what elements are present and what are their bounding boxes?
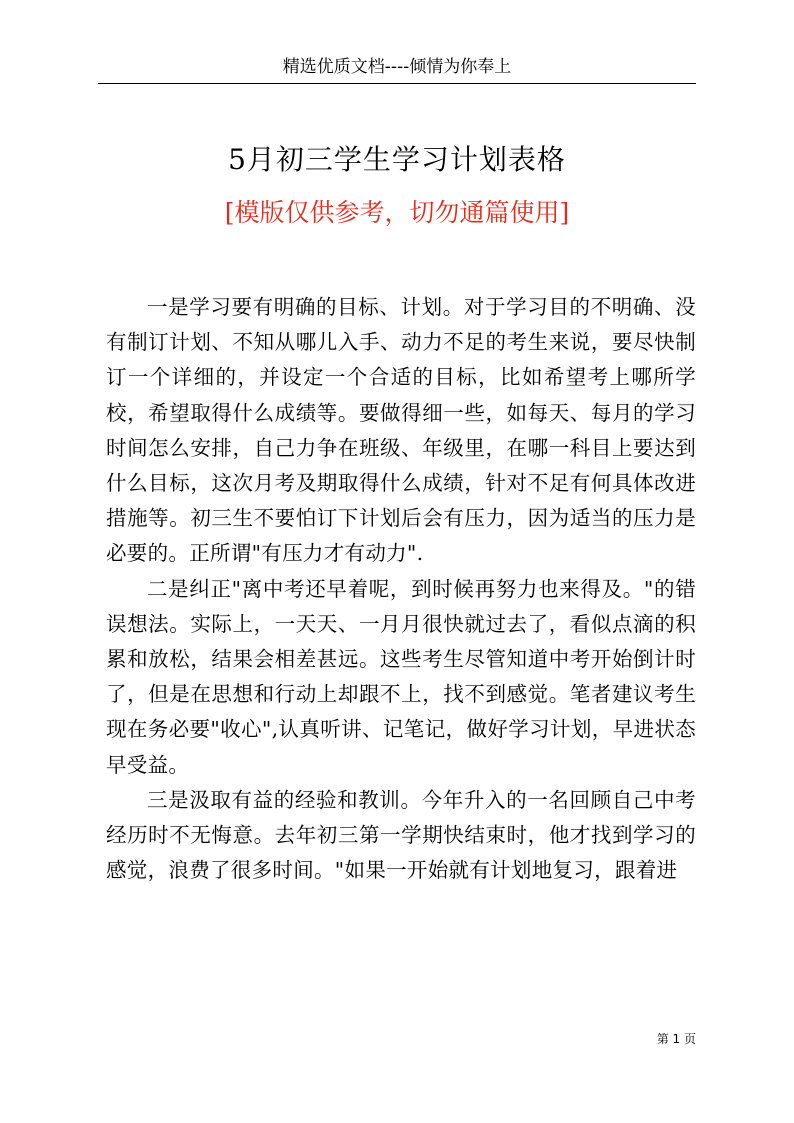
document-subtitle: [模版仅供参考，切勿通篇使用] [224, 198, 570, 227]
page-number: 第 1 页 [656, 1032, 696, 1046]
paragraph-1: 一是学习要有明确的目标、计划。对于学习目的不明确、没有制订计划、不知从哪儿入手、动力不足的考生来说，要尽快制订一个详细的，并设定一个合适的目标，比如希望考上哪所学校，希望取得什么成绩等。要做得细一些，如每天、每月的学习时间怎么安排，自己力争在班级、年级里，在哪一科目上要达到什么目标，这次月考及期取得什么成绩，针对不足有何具体改进措施等。初三生不要怕订下计划后会有压力，因为适当的压力是必要的。正所谓"有压力才有动力". [106, 295, 696, 566]
document-body [106, 290, 696, 888]
paragraph-2: 二是纠正"离中考还早着呢，到时候再努力也来得及。"的错误想法。实际上，一天天、一月月很快就过去了，看似点滴的积累和放松，结果会相差甚远。这些考生尽管知道中考开始倒计时了，但是在思想和行动上却跟不上，找不到感觉。笔者建议考生现在务必要"收心",认真听讲、记笔记，做好学习计划，早进状态早受益。 [106, 576, 696, 777]
header-divider [98, 83, 696, 84]
paragraph-3: 三是汲取有益的经验和教训。今年升入的一名回顾自己中考经历时不无悔意。去年初三第一学期快结束时，他才找到学习的感觉，浪费了很多时间。"如果一开始就有计划地复习，跟着进 [106, 787, 696, 883]
page-header: 精选优质文档----倾情为你奉上 [282, 57, 512, 77]
document-title: 5月初三学生学习计划表格 [228, 143, 566, 176]
